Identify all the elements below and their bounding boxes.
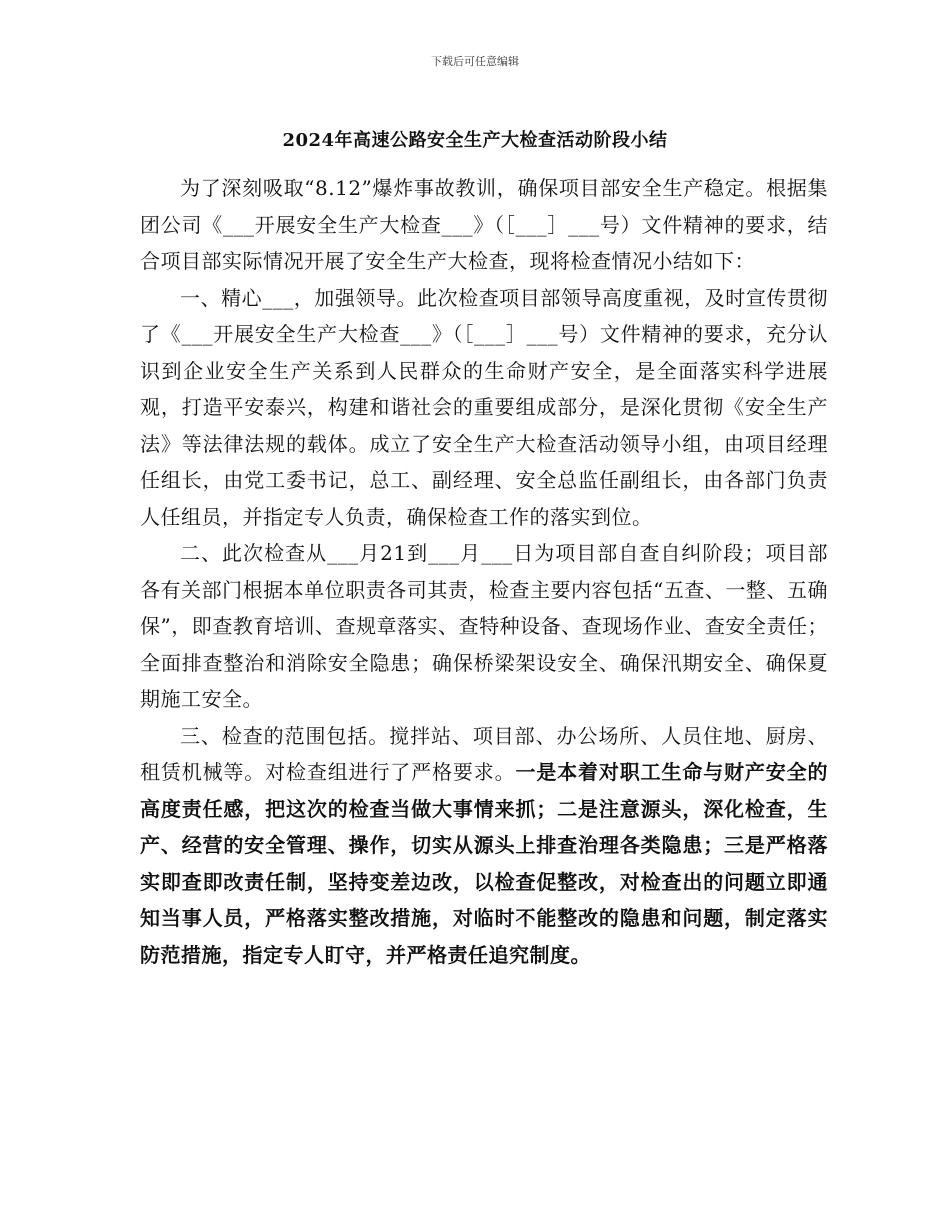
paragraph-section-3	[140, 718, 828, 974]
paragraph-section-3-bold-text: 一是本着对职工生命与财产安全的高度责任感，把这次的检查当做大事情来抓；二是注意源头，深化检查，生产、经营的安全管理、操作，切实从源头上排查治理各类隐患；三是严格落实即查即改责任制，坚持变差边改，以检查促整改，对检查出的问题立即通知当事人员，严格落实整改措施，对临时不能整改的隐患和问题，制定落实防范措施，指定专人盯守，并严格责任追究制度。	[140, 760, 828, 967]
paragraph-section-2: 二、此次检查从___月21到___月___日为项目部自查自纠阶段；项目部各有关部门根据本单位职责各司其责，检查主要内容包括“五查、一整、五确保”，即查教育培训、查规章落实、查特种设备、查现场作业、查安全责任；全面排查整治和消除安全隐患；确保桥梁架设安全、确保汛期安全、确保夏期施工安全。	[140, 541, 828, 711]
document-body	[140, 170, 828, 973]
paragraph-section-3-text: 三、检查的范围包括。搅拌站、项目部、办公场所、人员住地、厨房、租赁机械等。对检查组进行了严格要求。	[140, 723, 828, 784]
document-title: 2024年高速公路安全生产大检查活动阶段小结	[282, 130, 668, 151]
header-note: 下载后可任意编辑	[431, 55, 519, 68]
paragraph-section-1: 一、精心___，加强领导。此次检查项目部领导高度重视，及时宣传贯彻了《___开展安全生产大检查___》（［___］___号）文件精神的要求，充分认识到企业安全生产关系到人民群众的生命财产安全，是全面落实科学进展观，打造平安泰兴，构建和谐社会的重要组成部分，是深化贯彻《安全生产法》等法律法规的载体。成立了安全生产大检查活动领导小组，由项目经理任组长，由党工委书记，总工、副经理、安全总监任副组长，由各部门负责人任组员，并指定专人负责，确保检查工作的落实到位。	[140, 285, 828, 529]
paragraph-intro: 为了深刻吸取“8.12”爆炸事故教训，确保项目部安全生产稳定。根据集团公司《___开展安全生产大检查___》（［___］___号）文件精神的要求，结合项目部实际情况开展了安全生产大检查，现将检查情况小结如下：	[140, 176, 828, 273]
